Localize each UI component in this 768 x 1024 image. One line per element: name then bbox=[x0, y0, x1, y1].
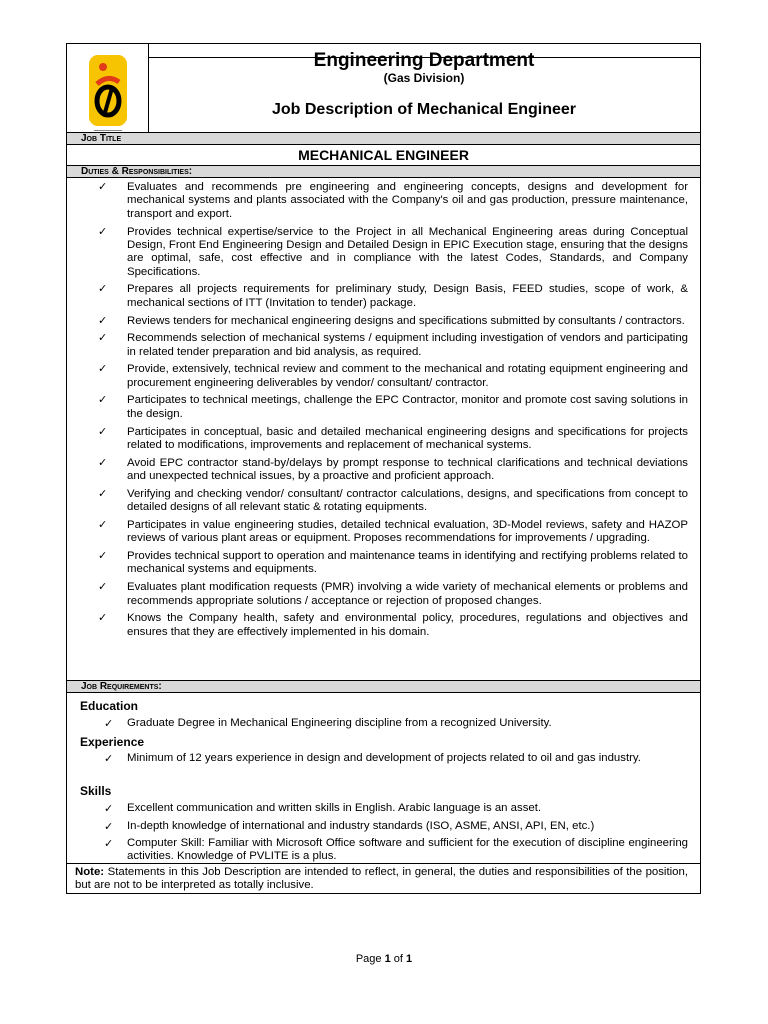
duties-list bbox=[67, 181, 700, 643]
experience-heading: Experience bbox=[80, 735, 145, 749]
check-icon: ✓ bbox=[98, 363, 108, 376]
duty-item: ✓ Reviews tenders for mechanical engineering designs and specifications submitted by consultants / contractors. bbox=[98, 314, 685, 327]
division-subtitle: (Gas Division) bbox=[383, 71, 465, 85]
duty-item: ✓ Provides technical expertise/service to the Project in all Mechanical Engineering areas during Conceptual Design, Front End Engineering Design and Detailed Design in EPIC Execution stage, ensuring that the designs are optimal, safe, cost effective and in compliance with the latest Codes, Standards, and Company Specifications. bbox=[98, 225, 688, 278]
check-icon: ✓ bbox=[98, 425, 108, 438]
document-header bbox=[67, 44, 700, 133]
skills-heading: Skills bbox=[80, 784, 112, 798]
check-icon: ✓ bbox=[98, 487, 108, 500]
duty-item: ✓ Provide, extensively, technical review and comment to the mechanical and rotating equipment engineering and procurement engineering deliverables by vendor/ consultant/ contractor. bbox=[98, 363, 688, 389]
requirements-band: Job Requirements: bbox=[67, 680, 700, 693]
check-icon: ✓ bbox=[98, 518, 108, 531]
check-icon: ✓ bbox=[98, 456, 108, 469]
note-label: Note: bbox=[75, 866, 105, 878]
job-title-band: Job Title bbox=[67, 132, 700, 145]
check-icon: ✓ bbox=[98, 283, 108, 296]
logo-cell bbox=[67, 44, 149, 132]
check-icon: ✓ bbox=[104, 821, 114, 833]
duty-item: ✓ Prepares all projects requirements for preliminary study, Design Basis, FEED studies, scope of work, & mechanical sections of ITT (Invitation to tender) package. bbox=[98, 283, 688, 309]
check-icon: ✓ bbox=[98, 225, 108, 238]
check-icon: ✓ bbox=[98, 581, 108, 594]
check-icon: ✓ bbox=[98, 550, 108, 563]
check-icon: ✓ bbox=[98, 612, 108, 625]
check-icon: ✓ bbox=[98, 394, 108, 407]
page-total: 1 bbox=[406, 953, 413, 965]
duty-item: ✓ Avoid EPC contractor stand-by/delays by prompt response to technical clarifications and technical deviations and unexpected technical issues, by a proactive and proficient approach. bbox=[98, 456, 688, 483]
duty-item: ✓ Evaluates and recommends pre engineering and engineering concepts, designs and development for mechanical systems and plants associated with the Company's oil and gas production, pressure maintenance, transport and export. bbox=[98, 181, 688, 220]
note-text: Statements in this Job Description are intended to reflect, in general, the duties and responsibilities of the position, but are not to be interpreted as totally inclusive. bbox=[75, 866, 688, 892]
list-item: ✓ Computer Skill: Familiar with Microsoft Office software and sufficient for the execution of discipline engineering activities. Knowledge of PVLITE is a plus. bbox=[104, 837, 688, 863]
list-item: ✓ In-depth knowledge of international and industry standards (ISO, ASME, ANSI, API, EN, etc.) bbox=[104, 820, 595, 833]
check-icon: ✓ bbox=[104, 753, 114, 765]
duty-item: ✓ Evaluates plant modification requests (PMR) involving a wide variety of mechanical elements or problems and recommends appropriate solutions / acceptance or rejection of proposed changes. bbox=[98, 581, 688, 607]
check-icon: ✓ bbox=[104, 718, 114, 730]
duty-item: ✓ Participates in conceptual, basic and detailed mechanical engineering designs and specifications for projects related to modifications, improvements and replacement of mechanical systems. bbox=[98, 425, 688, 451]
duty-item: ✓ Provides technical support to operation and maintenance teams in identifying and rectifying problems related to mechanical systems and equipments. bbox=[98, 550, 688, 576]
duty-item: ✓ Knows the Company health, safety and environmental policy, procedures, regulations and objectives and ensures that they are effectively implemented in his domain. bbox=[98, 612, 688, 638]
check-icon: ✓ bbox=[104, 803, 114, 815]
education-heading: Education bbox=[80, 699, 139, 713]
duty-item: ✓ Verifying and checking vendor/ consultant/ contractor calculations, designs, and specifications from concept to detailed designs of all relevant static & rotating equipments. bbox=[98, 487, 688, 514]
check-icon: ✓ bbox=[104, 838, 114, 850]
page-footer: Page 1 of 1 bbox=[355, 953, 413, 965]
list-item: ✓ Graduate Degree in Mechanical Engineering discipline from a recognized University. bbox=[104, 717, 552, 730]
duty-item: ✓ Recommends selection of mechanical systems / equipment including investigation of vendors and participating in related tender preparation and bid analysis, as required. bbox=[98, 332, 688, 358]
list-item: ✓ Minimum of 12 years experience in design and development of projects related to oil and gas industry. bbox=[104, 752, 641, 765]
list-item: ✓ Excellent communication and written skills in English. Arabic language is an asset. bbox=[104, 802, 542, 815]
document-frame bbox=[66, 43, 701, 894]
duty-item: ✓ Participates to technical meetings, challenge the EPC Contractor, monitor and promote cost saving solutions in the design. bbox=[98, 394, 688, 420]
department-title: Engineering Department bbox=[313, 50, 535, 71]
page-number: 1 bbox=[384, 953, 391, 965]
note bbox=[67, 863, 700, 893]
document-title: Job Description of Mechanical Engineer bbox=[271, 101, 577, 118]
check-icon: ✓ bbox=[98, 314, 108, 327]
check-icon: ✓ bbox=[98, 332, 108, 345]
check-icon: ✓ bbox=[98, 181, 108, 193]
job-title-value: MECHANICAL ENGINEER bbox=[298, 147, 469, 163]
duty-item: ✓ Participates in value engineering studies, detailed technical evaluation, 3D-Model reviews, safety and HAZOP reviews of various plant areas or equipment. Proposes recommendations for improvements / upgrading. bbox=[98, 518, 688, 545]
duties-band: Duties & Responsibilities: bbox=[67, 165, 700, 178]
company-logo bbox=[67, 44, 148, 132]
